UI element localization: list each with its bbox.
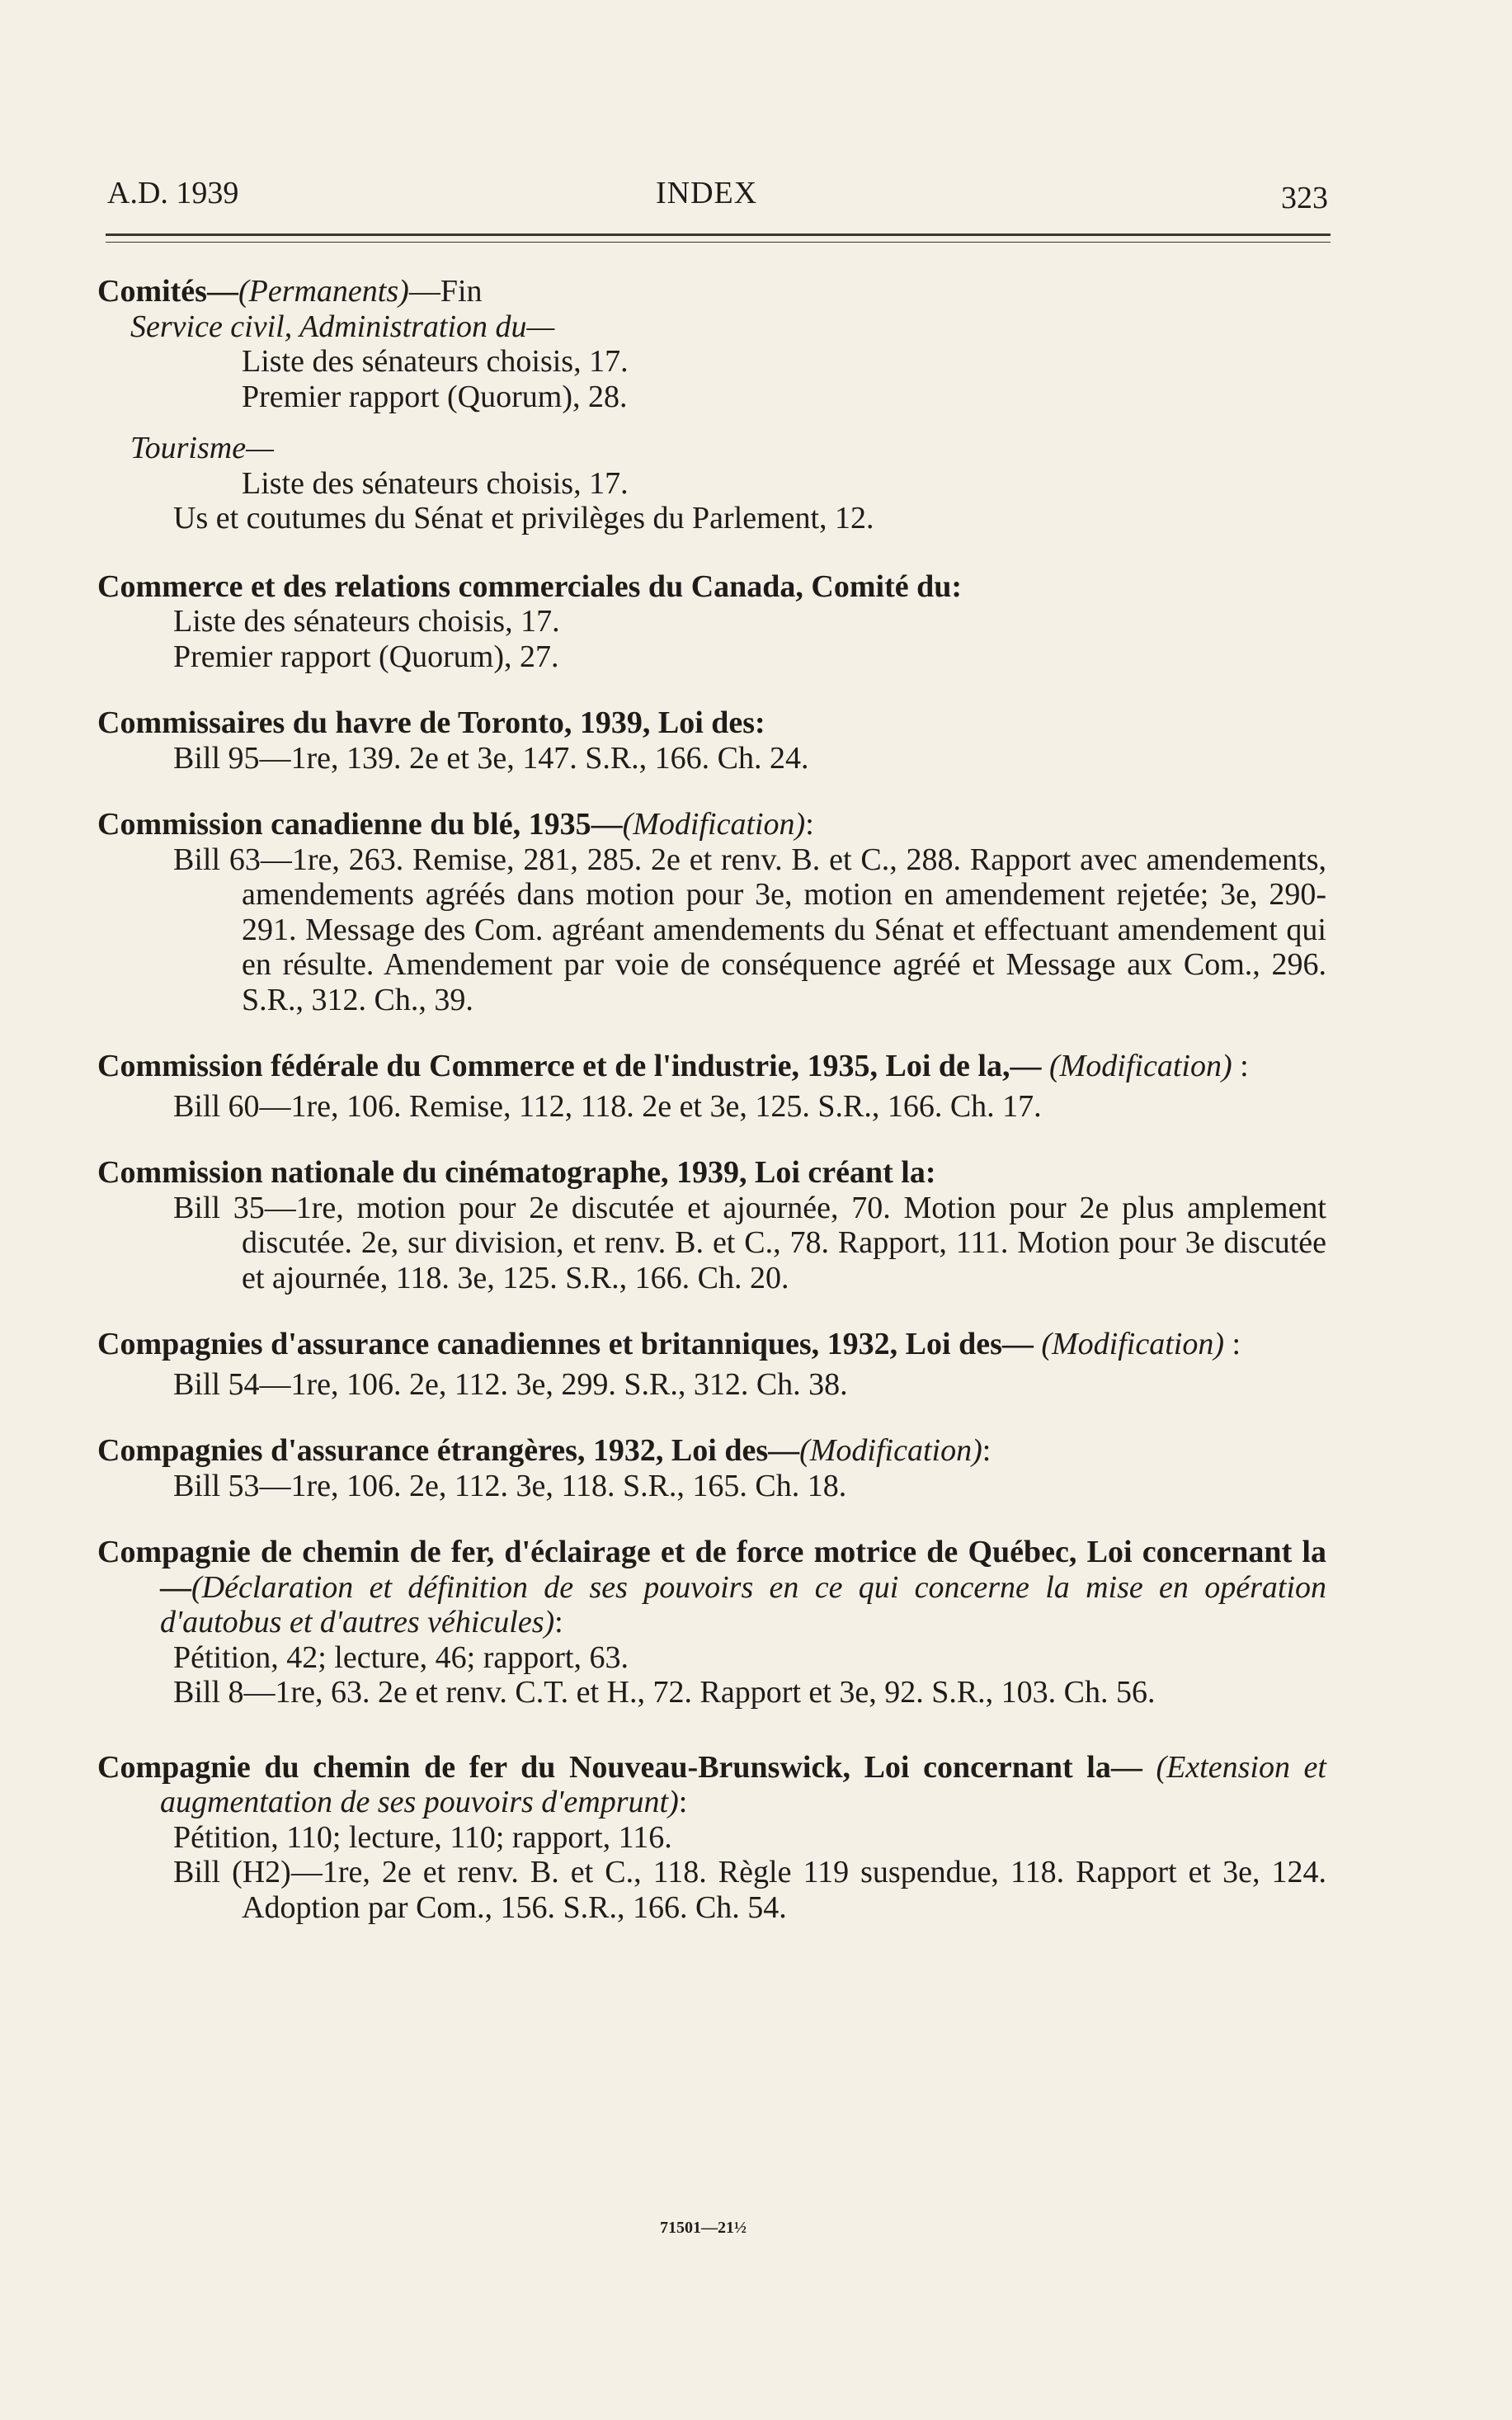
printer-signature: 71501—21½ [660, 2219, 747, 2237]
entry-heading: Compagnie de chemin de fer, d'éclairage et de force motrice de Québec, Loi concernant la—(Déclaration et définition de ses pouvoirs en ce qui concerne la mise en opération d'autobus et d'autres véhicules): [97, 1535, 1326, 1639]
entry-text: Bill (H2)—1re, 2e et renv. B. et C., 118. Règle 119 suspendue, 118. Rapport et 3e, 124. Adoption par Com., 156. S.R., 166. Ch. 54. [173, 1855, 1326, 1925]
entry-text: Bill 35—1re, motion pour 2e discutée et ajournée, 70. Motion pour 2e plus amplement discutée. 2e, sur division, et renv. B. et C., 78. Rapport, 111. Motion pour 3e discutée et ajournée, 118. 3e, 125. S.R., 166. Ch. 20. [173, 1190, 1326, 1295]
page-header [107, 175, 1328, 216]
index-entry-assurance-etrangeres [97, 1433, 1326, 1503]
index-entry-assurance-canadiennes [97, 1327, 1326, 1402]
page-number: 323 [1281, 181, 1328, 215]
index-entry-commissaires [97, 705, 1326, 776]
entry-line: Bill 60—1re, 106. Remise, 112, 118. 2e et 3e, 125. S.R., 166. Ch. 17. [173, 1088, 1042, 1124]
entry-line: Bill 95—1re, 139. 2e et 3e, 147. S.R., 166. Ch. 24. [173, 740, 809, 776]
entry-heading: Compagnies d'assurance étrangères, 1932, Loi des—(Modification): [97, 1433, 992, 1468]
entry-heading: Compagnies d'assurance canadiennes et britanniques, 1932, Loi des— (Modification) : [97, 1327, 1241, 1361]
header-rule-thick [106, 234, 1331, 236]
header-year: A.D. 1939 [107, 176, 239, 210]
header-rule-thin [106, 242, 1331, 243]
entry-heading: Compagnie du chemin de fer du Nouveau-Brunswick, Loi concernant la— (Extension et augmentation de ses pouvoirs d'emprunt): [97, 1749, 1326, 1819]
entry-heading: Commission canadienne du blé, 1935—(Modification): [97, 807, 814, 842]
entry-line: Liste des sénateurs choisis, 17. [242, 344, 629, 379]
subentry-service-civil: Service civil, Administration du— [130, 309, 555, 344]
entry-line: Pétition, 110; lecture, 110; rapport, 116. [173, 1819, 672, 1855]
entry-text: Bill 8—1re, 63. 2e et renv. C.T. et H., 72. Rapport et 3e, 92. S.R., 103. Ch. 56. [173, 1675, 1156, 1710]
index-entry-commerce [97, 569, 1326, 675]
entry-heading: Comités—(Permanents)—Fin [97, 274, 483, 309]
entry-heading: Commissaires du havre de Toronto, 1939, Loi des: [97, 705, 765, 740]
subentry-tourisme: Tourisme— [130, 431, 274, 465]
entry-text: Bill 63—1re, 263. Remise, 281, 285. 2e et renv. B. et C., 288. Rapport avec amendements, amendements agréés dans motion pour 3e, motion en amendement rejetée; 3e, 290-291. Message des Com. agréant amendements du Sénat et effectuant amendement qui en résulte. Amendement par voie de conséquence agréé et Message aux Com., 296. S.R., 312. Ch., 39. [173, 842, 1326, 1017]
entry-line: Bill 53—1re, 106. 2e, 112. 3e, 118. S.R., 165. Ch. 18. [173, 1468, 847, 1503]
entry-line: Pétition, 42; lecture, 46; rapport, 63. [173, 1639, 629, 1675]
index-entry-chemin-nouveau-brunswick [97, 1750, 1326, 1926]
entry-line: Us et coutumes du Sénat et privilèges du Parlement, 12. [173, 501, 874, 535]
index-entry-chemin-quebec [97, 1535, 1326, 1710]
index-entry-commission-ble [97, 807, 1326, 1017]
entry-line: Bill 54—1re, 106. 2e, 112. 3e, 299. S.R., 312. Ch. 38. [173, 1366, 848, 1402]
header-title: INDEX [656, 176, 758, 210]
entry-line: Liste des sénateurs choisis, 17. [173, 604, 560, 639]
index-entry-commission-cinema [97, 1155, 1326, 1295]
entry-heading: Commission fédérale du Commerce et de l'industrie, 1935, Loi de la,— (Modification) : [97, 1049, 1249, 1083]
entry-line: Premier rapport (Quorum), 28. [242, 379, 628, 414]
index-entry-commission-federale [97, 1049, 1326, 1124]
entry-heading: Commission nationale du cinématographe, 1939, Loi créant la: [97, 1155, 936, 1190]
entry-heading: Commerce et des relations commerciales du Canada, Comité du: [97, 568, 963, 604]
entry-line: Liste des sénateurs choisis, 17. [242, 465, 629, 501]
index-entry-comites [97, 274, 1326, 536]
index-content [97, 274, 1326, 1956]
entry-line: Premier rapport (Quorum), 27. [173, 639, 559, 674]
